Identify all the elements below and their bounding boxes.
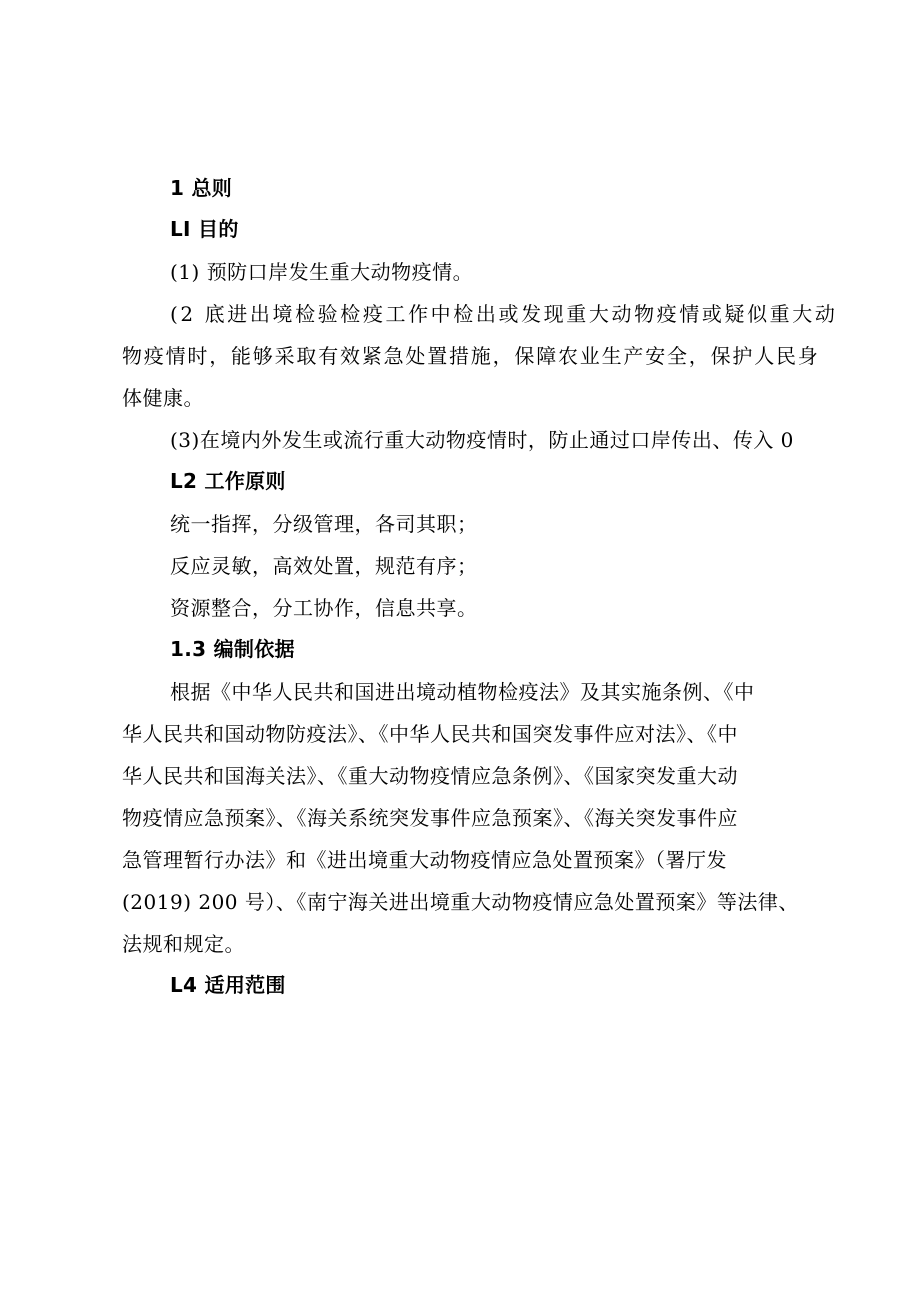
- subsection-heading-purpose: LI 目的: [170, 217, 239, 241]
- basis-line-5: 急管理暂行办法》和《进出境重大动物疫情应急处置预案》（署厅发: [122, 848, 727, 872]
- purpose-item-1: (1) 预防口岸发生重大动物疫情。: [170, 260, 474, 284]
- section-heading-general: 1 总则: [170, 176, 233, 200]
- purpose-item-2-line-2: 物疫情时，能够采取有效紧急处置措施，保障农业生产安全，保护人民身: [122, 344, 820, 368]
- principle-item-1: 统一指挥，分级管理，各司其职；: [170, 512, 478, 536]
- subsection-heading-scope: L4 适用范围: [170, 973, 286, 997]
- principle-item-2: 反应灵敏，高效处置，规范有序；: [170, 554, 478, 578]
- basis-line-1: 根据《中华人民共和国进出境动植物检疫法》及其实施条例、《中: [170, 680, 755, 704]
- basis-line-6: (2019) 200 号）、《南宁海关进出境重大动物疫情应急处置预案》等法律、: [122, 890, 799, 914]
- basis-line-4: 物疫情应急预案》、《海关系统突发事件应急预案》、《海关突发事件应: [122, 806, 738, 830]
- subsection-heading-basis: 1.3 编制依据: [170, 637, 295, 661]
- purpose-item-3: (3)在境内外发生或流行重大动物疫情时，防止通过口岸传出、传入 0: [170, 428, 794, 452]
- basis-line-2: 华人民共和国动物防疫法》、《中华人民共和国突发事件应对法》、《中: [122, 722, 738, 746]
- basis-line-3: 华人民共和国海关法》、《重大动物疫情应急条例》、《国家突发重大动: [122, 764, 738, 788]
- purpose-item-2-line-3: 体健康。: [122, 386, 204, 410]
- basis-line-7: 法规和规定。: [122, 932, 245, 956]
- purpose-item-2-line-1: (2 底进出境检验检疫工作中检出或发现重大动物疫情或疑似重大动: [170, 302, 838, 326]
- principle-item-3: 资源整合，分工协作，信息共享。: [170, 596, 478, 620]
- subsection-heading-principles: L2 工作原则: [170, 469, 286, 493]
